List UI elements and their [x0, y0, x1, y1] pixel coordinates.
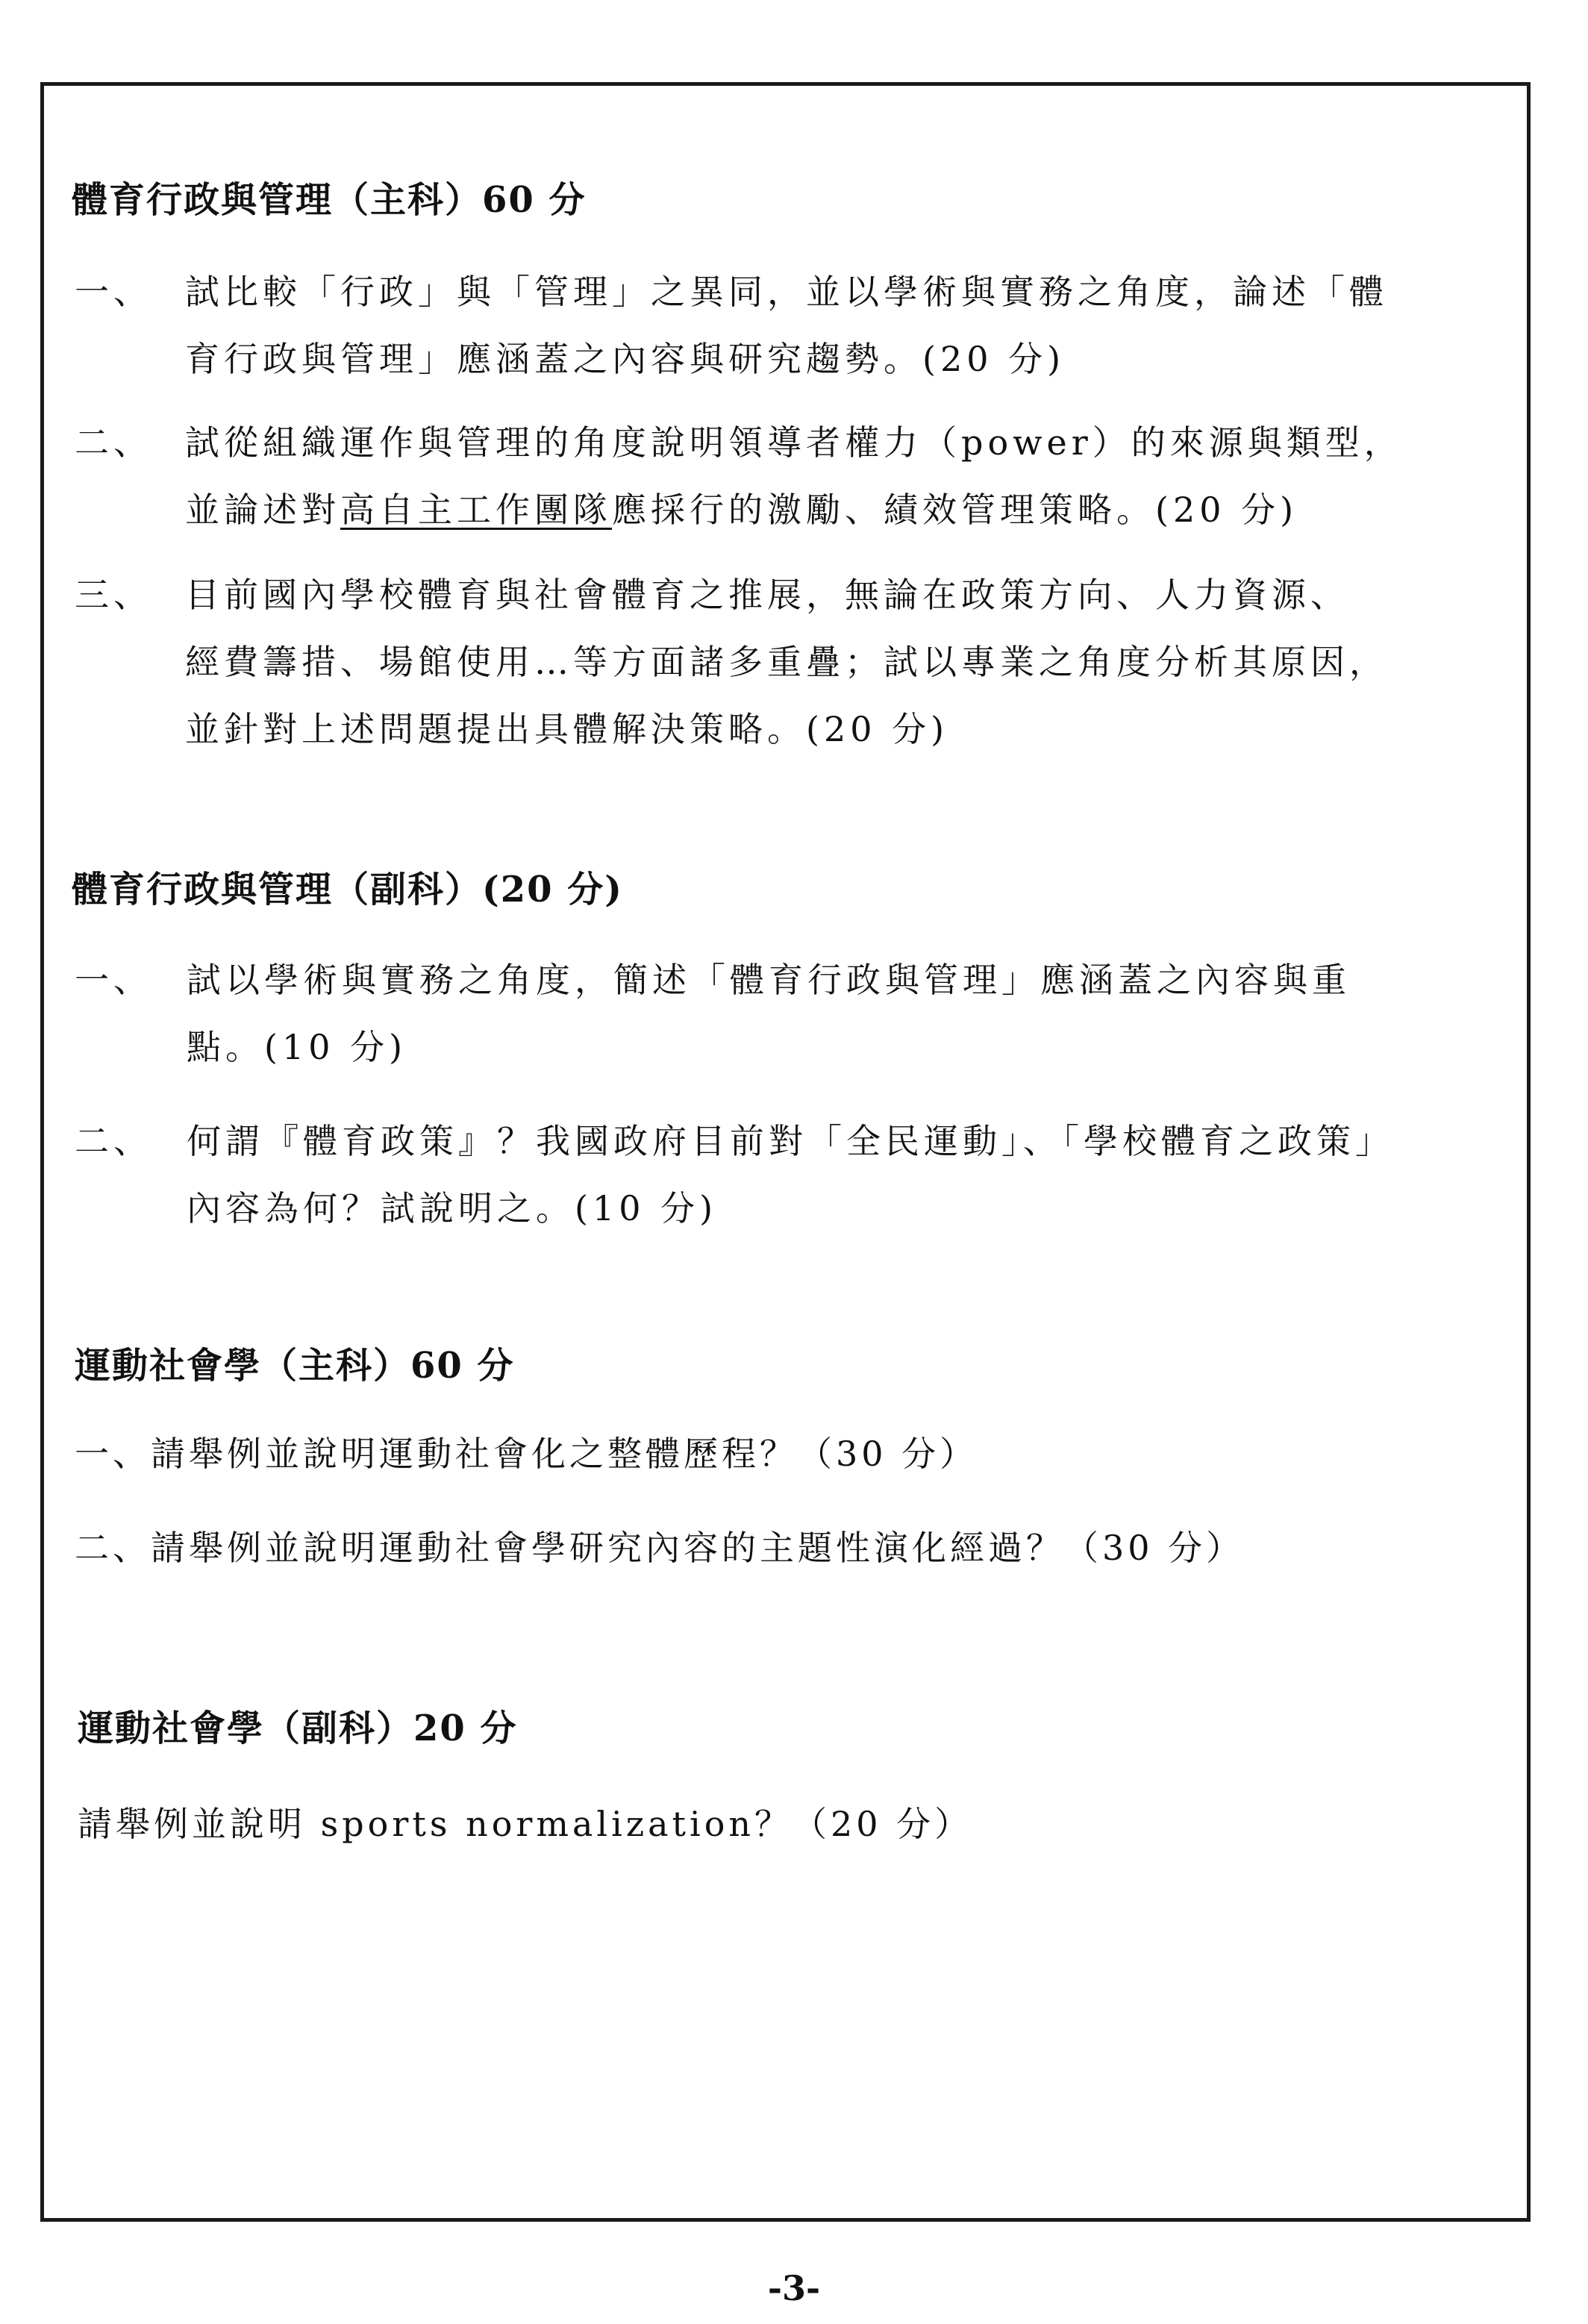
question-line: 目前國內學校體育與社會體育之推展，無論在政策方向、人力資源、 [185, 575, 1349, 615]
question-number: 一、 [75, 272, 152, 312]
question-line: 經費籌措、場館使用…等方面諸多重疊；試以專業之角度分析其原因， [185, 642, 1388, 682]
question-line: 點。(10 分) [187, 1027, 407, 1067]
underlined-phrase: 高自主工作團隊 [340, 490, 612, 530]
question-number: 二、 [75, 422, 152, 463]
question-text [185, 561, 1573, 763]
question-line: 試比較「行政」與「管理」之異同，並以學術與實務之角度，論述「體 [185, 272, 1388, 312]
question-line: 試從組織運作與管理的角度說明領導者權力（power）的來源與類型， [185, 422, 1403, 463]
question-line: 一、請舉例並說明運動社會化之整體歷程？（30 分） [75, 1434, 978, 1474]
question-number: 三、 [75, 575, 152, 615]
question-number: 二、 [75, 1121, 152, 1161]
section-heading: 運動社會學（主科）60 分 [75, 1345, 515, 1387]
question-line-suffix: 應採行的激勵、績效管理策略。(20 分) [612, 490, 1298, 530]
question-text [185, 409, 1573, 543]
section-heading: 體育行政與管理（主科）60 分 [72, 179, 587, 221]
question-line: 請舉例並說明 sports normalization？（20 分） [78, 1804, 973, 1844]
question-line-prefix: 並論述對 [185, 490, 340, 530]
question-line: 何謂『體育政策』？我國政府目前對「全民運動」、「學校體育之政策」 [187, 1121, 1394, 1161]
section-heading: 運動社會學（副科）20 分 [78, 1708, 518, 1749]
question-line: 試以學術與實務之角度，簡述「體育行政與管理」應涵蓋之內容與重 [187, 960, 1351, 1000]
question-line: 並針對上述問題提出具體解決策略。(20 分) [185, 709, 949, 749]
question-text [187, 1108, 1575, 1242]
question-number: 一、 [75, 960, 152, 1000]
section-heading: 體育行政與管理（副科）(20 分) [72, 869, 623, 910]
question-line [185, 476, 1573, 543]
question-line: 內容為何？試說明之。(10 分) [187, 1188, 718, 1228]
page-number: -3- [767, 2268, 821, 2308]
question-line: 育行政與管理」應涵蓋之內容與研究趨勢。(20 分) [185, 339, 1066, 379]
question-text [187, 946, 1575, 1081]
question-line: 二、請舉例並說明運動社會學研究內容的主題性演化經過？（30 分） [75, 1528, 1245, 1568]
question-text [185, 258, 1573, 393]
